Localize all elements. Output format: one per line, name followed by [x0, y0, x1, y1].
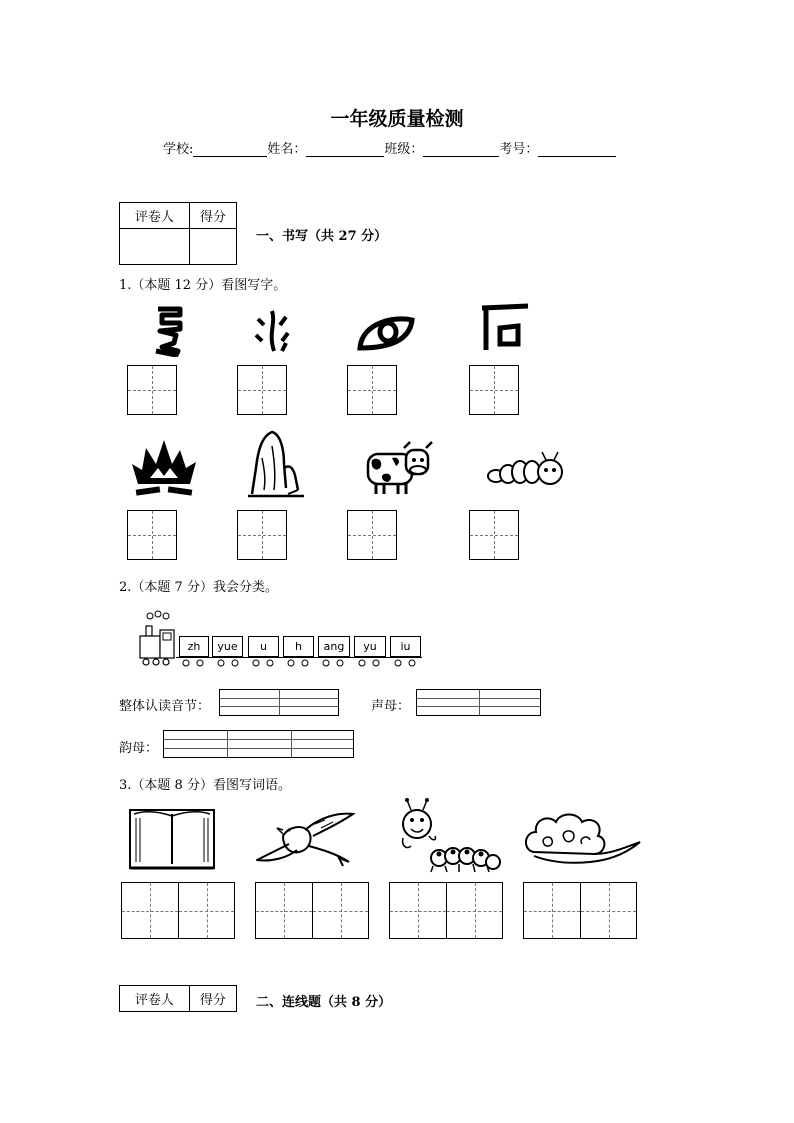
worm-icon: [486, 450, 566, 488]
caterpillar-icon: [393, 796, 503, 876]
school-label: 学校:: [163, 142, 194, 157]
grader-table-1: [119, 202, 237, 265]
section-1-title: 一、书写（共 27 分）: [256, 229, 388, 244]
train-car-3: u: [248, 636, 279, 657]
class-field[interactable]: [423, 142, 499, 157]
train-car-2: yue: [212, 636, 243, 657]
whole-syllable-label: 整体认读音节：: [119, 699, 211, 714]
name-label: 姓名：: [267, 142, 307, 157]
bird-icon: [253, 808, 357, 868]
initial-label: 声母：: [371, 699, 411, 714]
book-icon: [126, 804, 218, 872]
number-field[interactable]: [538, 142, 616, 157]
initial-answer-lines[interactable]: [416, 689, 541, 716]
cow-icon: [362, 440, 434, 498]
write-box-4[interactable]: [469, 365, 519, 415]
word-box-1[interactable]: [121, 882, 235, 939]
ancient-stone-glyph-icon: [478, 302, 532, 354]
train-engine-icon: [136, 610, 176, 668]
write-box-3[interactable]: [347, 365, 397, 415]
reviewer-header: 评卷人: [120, 986, 190, 1012]
school-field[interactable]: [193, 142, 267, 157]
reviewer-cell[interactable]: [120, 229, 190, 265]
ancient-elephant-glyph-icon: [150, 305, 190, 357]
student-info-line: [163, 138, 616, 157]
word-box-4[interactable]: [523, 882, 637, 939]
write-box-7[interactable]: [347, 510, 397, 560]
word-box-3[interactable]: [389, 882, 503, 939]
train-car-5: ang: [318, 636, 350, 657]
train-car-6: yu: [354, 636, 386, 657]
train-car-1: zh: [179, 636, 209, 657]
ancient-water-glyph-icon: [252, 307, 292, 355]
section-2-title: 二、连线题（共 8 分）: [256, 995, 392, 1010]
grader-table-2: [119, 985, 237, 1012]
final-label: 韵母：: [119, 741, 159, 756]
write-box-6[interactable]: [237, 510, 287, 560]
write-box-1[interactable]: [127, 365, 177, 415]
write-box-2[interactable]: [237, 365, 287, 415]
train-wheels: [176, 658, 424, 668]
name-field[interactable]: [306, 142, 384, 157]
mountain-icon: [244, 428, 308, 500]
train-car-4: h: [283, 636, 314, 657]
question-1: 1.（本题 12 分）看图写字。: [119, 278, 287, 293]
train-car-7: iu: [390, 636, 421, 657]
score-header: 得分: [189, 203, 236, 229]
write-box-5[interactable]: [127, 510, 177, 560]
question-3: 3.（本题 8 分）看图写词语。: [119, 778, 291, 793]
write-box-8[interactable]: [469, 510, 519, 560]
fire-icon: [128, 434, 200, 498]
cloud-icon: [520, 808, 642, 870]
whole-syllable-answer-lines[interactable]: [219, 689, 339, 716]
final-answer-lines[interactable]: [163, 730, 354, 758]
reviewer-header: 评卷人: [120, 203, 190, 229]
number-label: 考号：: [499, 142, 539, 157]
word-box-2[interactable]: [255, 882, 369, 939]
ancient-eye-glyph-icon: [356, 312, 416, 352]
page-title: 一年级质量检测: [330, 108, 464, 130]
score-header: 得分: [189, 986, 236, 1012]
score-cell[interactable]: [189, 229, 236, 265]
question-2: 2.（本题 7 分）我会分类。: [119, 580, 278, 595]
class-label: 班级：: [384, 142, 424, 157]
